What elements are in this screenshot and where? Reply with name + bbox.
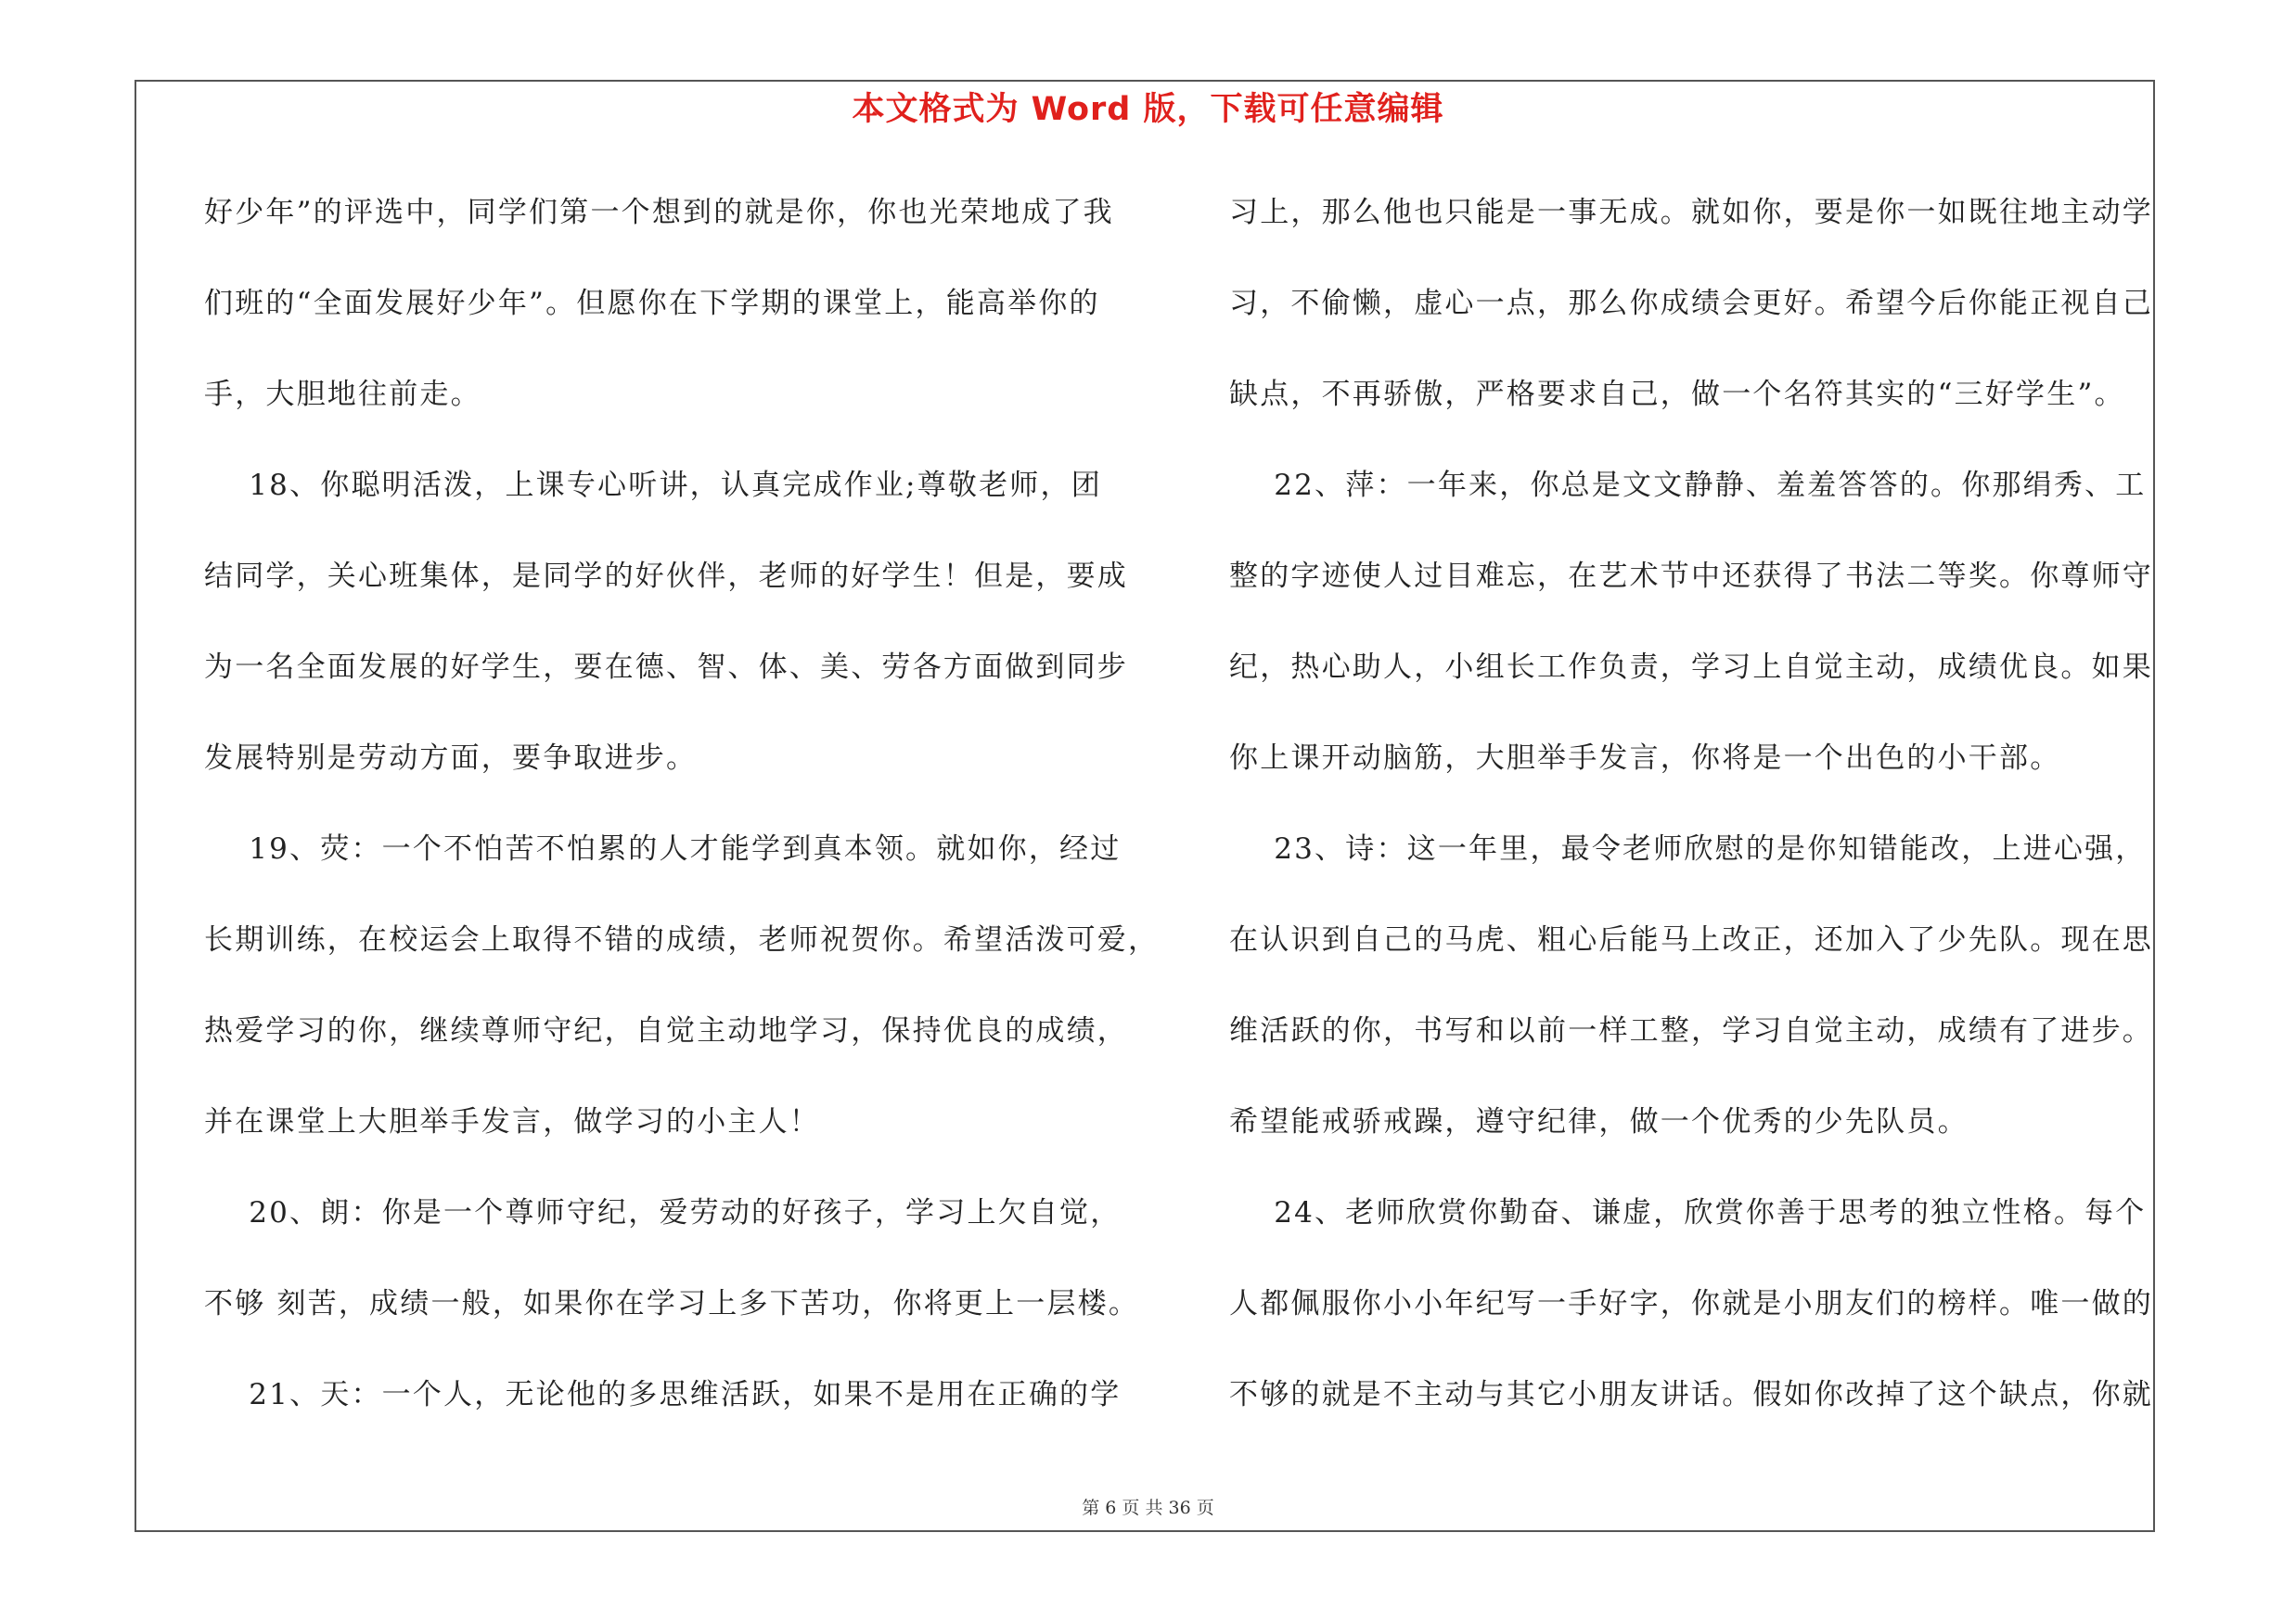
text-line: 23、诗：这一年里，最令老师欣慰的是你知错能改，上进心强， bbox=[1229, 832, 2147, 866]
left-text-column bbox=[204, 182, 1160, 1455]
text-line: 好少年”的评选中，同学们第一个想到的就是你，你也光荣地成了我 bbox=[204, 196, 1114, 229]
right-text-column bbox=[1229, 182, 2166, 1455]
text-line: 22、萍：一年来，你总是文文静静、羞羞答答的。你那绢秀、工 bbox=[1229, 469, 2147, 502]
text-line: 为一名全面发展的好学生，要在德、智、体、美、劳各方面做到同步 bbox=[204, 650, 1128, 684]
text-line: 习上，那么他也只能是一事无成。就如你，要是你一如既往地主动学 bbox=[1229, 196, 2153, 229]
text-line: 不够 刻苦，成绩一般，如果你在学习上多下苦功，你将更上一层楼。 bbox=[204, 1287, 1140, 1320]
text-line: 们班的“全面发展好少年”。但愿你在下学期的课堂上，能高举你的 bbox=[204, 287, 1100, 320]
text-line: 不够的就是不主动与其它小朋友讲话。假如你改掉了这个缺点，你就 bbox=[1229, 1378, 2153, 1411]
word-format-banner: 本文格式为 Word 版，下载可任意编辑 bbox=[852, 91, 1444, 128]
text-line: 21、天：一个人，无论他的多思维活跃，如果不是用在正确的学 bbox=[204, 1378, 1122, 1411]
text-line: 纪，热心助人，小组长工作负责，学习上自觉主动，成绩优良。如果 bbox=[1229, 650, 2153, 684]
text-line: 长期训练，在校运会上取得不错的成绩，老师祝贺你。希望活泼可爱， bbox=[204, 923, 1160, 957]
text-line: 在认识到自己的马虎、粗心后能马上改正，还加入了少先队。现在思 bbox=[1229, 923, 2153, 957]
text-line: 19、荧：一个不怕苦不怕累的人才能学到真本领。就如你，经过 bbox=[204, 832, 1122, 866]
text-line: 整的字迹使人过目难忘，在艺术节中还获得了书法二等奖。你尊师守 bbox=[1229, 560, 2153, 593]
page-number-footer: 第 6 页 共 36 页 bbox=[1082, 1498, 1214, 1518]
text-line: 缺点，不再骄傲，严格要求自己，做一个名符其实的“三好学生”。 bbox=[1229, 378, 2125, 411]
text-line: 20、朗：你是一个尊师守纪，爱劳动的好孩子，学习上欠自觉， bbox=[204, 1196, 1122, 1230]
text-line: 热爱学习的你，继续尊师守纪，自觉主动地学习，保持优良的成绩， bbox=[204, 1014, 1128, 1048]
text-line: 希望能戒骄戒躁，遵守纪律，做一个优秀的少先队员。 bbox=[1229, 1105, 1969, 1139]
text-line: 并在课堂上大胆举手发言，做学习的小主人！ bbox=[204, 1105, 820, 1139]
text-line: 习，不偷懒，虚心一点，那么你成绩会更好。希望今后你能正视自己 bbox=[1229, 287, 2153, 320]
text-line: 发展特别是劳动方面，要争取进步。 bbox=[204, 741, 698, 775]
text-line: 手，大胆地往前走。 bbox=[204, 378, 481, 411]
text-line: 24、老师欣赏你勤奋、谦虚，欣赏你善于思考的独立性格。每个 bbox=[1229, 1196, 2147, 1230]
text-line: 人都佩服你小小年纪写一手好字，你就是小朋友们的榜样。唯一做的 bbox=[1229, 1287, 2153, 1320]
text-line: 18、你聪明活泼，上课专心听讲，认真完成作业;尊敬老师，团 bbox=[204, 469, 1102, 502]
text-line: 维活跃的你，书写和以前一样工整，学习自觉主动，成绩有了进步。 bbox=[1229, 1014, 2153, 1048]
text-line: 结同学，关心班集体，是同学的好伙伴，老师的好学生！但是，要成 bbox=[204, 560, 1128, 593]
text-line: 你上课开动脑筋，大胆举手发言，你将是一个出色的小干部。 bbox=[1229, 741, 2061, 775]
